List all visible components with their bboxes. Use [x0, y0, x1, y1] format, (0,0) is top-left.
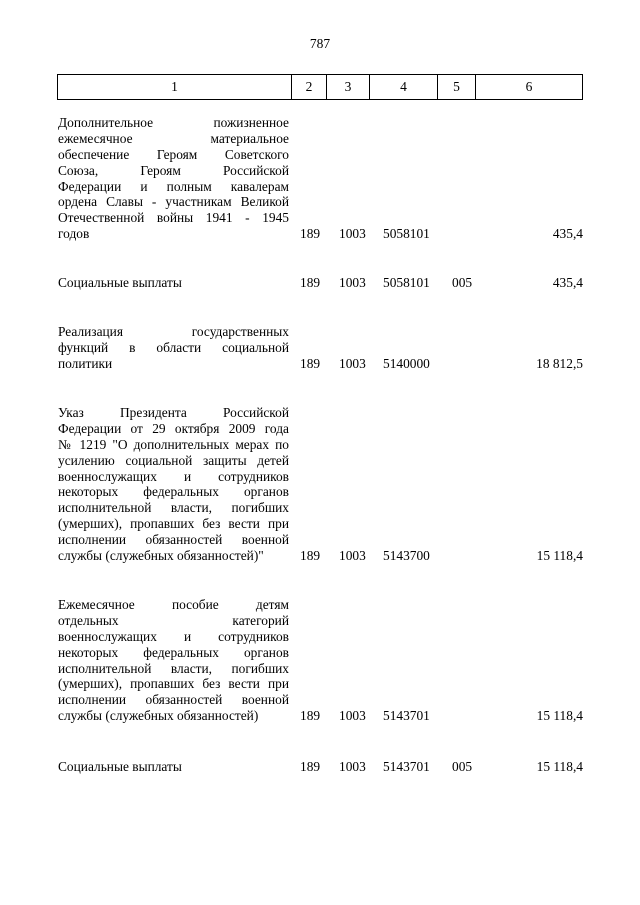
- code-column-2: 189: [300, 708, 321, 724]
- description-line: исполнительной власти, погибших: [58, 500, 289, 516]
- row-description: [58, 597, 289, 724]
- header-col-6: 6: [525, 79, 533, 94]
- code-column-2: 189: [300, 355, 321, 371]
- description-line: исполнительной власти, погибших: [58, 660, 289, 676]
- description-line: ордена Славы - участникам Великой: [58, 194, 289, 210]
- description-line: Указ Президента Российской: [58, 405, 289, 420]
- page-number: 787: [309, 36, 331, 51]
- code-column-3: 1003: [339, 226, 366, 242]
- code-column-2: 189: [300, 548, 321, 564]
- description-line: военнослужащих и сотрудников: [58, 468, 289, 484]
- description-line: (умерших), пропавших без вести при: [58, 516, 289, 532]
- row-description: [58, 115, 289, 242]
- description-line: Реализация государственных: [58, 324, 289, 339]
- description-line: Союза, Героям Российской: [58, 162, 289, 178]
- code-column-2: 189: [300, 759, 321, 774]
- code-column-4: 5143701: [383, 759, 430, 774]
- amount-column-6: 15 118,4: [536, 759, 583, 774]
- code-column-4: 5058101: [383, 275, 430, 290]
- code-column-3: 1003: [339, 759, 366, 774]
- header-col-3: 3: [327, 75, 370, 99]
- table-header: [57, 74, 583, 100]
- row-description: [58, 405, 289, 564]
- row-description: [58, 759, 289, 775]
- code-column-3: 1003: [339, 708, 366, 724]
- code-column-4: 5143701: [383, 708, 430, 724]
- code-column-3: 1003: [339, 355, 366, 371]
- code-column-4: 5143700: [383, 548, 430, 564]
- description-line: некоторых федеральных органов: [58, 644, 289, 660]
- description-line: усилению социальной защиты детей: [58, 452, 289, 468]
- amount-column-6: 18 812,5: [536, 355, 583, 371]
- amount-column-6: 435,4: [552, 226, 583, 242]
- code-column-3: 1003: [339, 548, 366, 564]
- row-description: [58, 275, 289, 291]
- description-line: некоторых федеральных органов: [58, 484, 289, 500]
- code-column-5: 005: [452, 275, 473, 290]
- header-col-4: 4: [370, 75, 438, 99]
- description-line: ежемесячное материальное: [58, 130, 289, 146]
- code-column-2: 189: [300, 226, 321, 242]
- description-line: исполнении обязанностей военной: [58, 532, 289, 548]
- amount-column-6: 435,4: [552, 275, 583, 290]
- description-line: Федерации от 29 октября 2009 года: [58, 420, 289, 436]
- row-description: [58, 324, 289, 372]
- description-line: службы (служебных обязанностей): [58, 708, 259, 724]
- header-col-2: 2: [292, 75, 327, 99]
- description-line: службы (служебных обязанностей)": [58, 548, 264, 564]
- amount-column-6: 15 118,4: [536, 708, 583, 724]
- description-line: исполнении обязанностей военной: [58, 692, 289, 708]
- header-col-5: 5: [438, 75, 476, 99]
- amount-column-6: 15 118,4: [536, 548, 583, 564]
- description-line: военнослужащих и сотрудников: [58, 628, 289, 644]
- description-line: обеспечение Героям Советского: [58, 146, 289, 162]
- description-line: годов: [58, 226, 90, 242]
- description-line: функций в области социальной: [58, 339, 289, 355]
- code-column-3: 1003: [339, 275, 366, 290]
- header-col-1: 1: [58, 75, 292, 99]
- description-line: Ежемесячное пособие детям: [58, 597, 289, 612]
- description-line: Социальные выплаты: [58, 275, 182, 290]
- code-column-4: 5058101: [383, 226, 430, 242]
- description-line: отдельных категорий: [58, 612, 289, 628]
- description-line: Социальные выплаты: [58, 759, 182, 774]
- code-column-2: 189: [300, 275, 321, 290]
- description-line: Отечественной войны 1941 - 1945: [58, 210, 289, 226]
- description-line: (умерших), пропавших без вести при: [58, 676, 289, 692]
- description-line: политики: [58, 355, 113, 371]
- code-column-4: 5140000: [383, 355, 430, 371]
- code-column-5: 005: [452, 759, 473, 774]
- description-line: № 1219 "О дополнительных мерах по: [58, 436, 289, 452]
- description-line: Федерации и полным кавалерам: [58, 178, 289, 194]
- description-line: Дополнительное пожизненное: [58, 115, 289, 130]
